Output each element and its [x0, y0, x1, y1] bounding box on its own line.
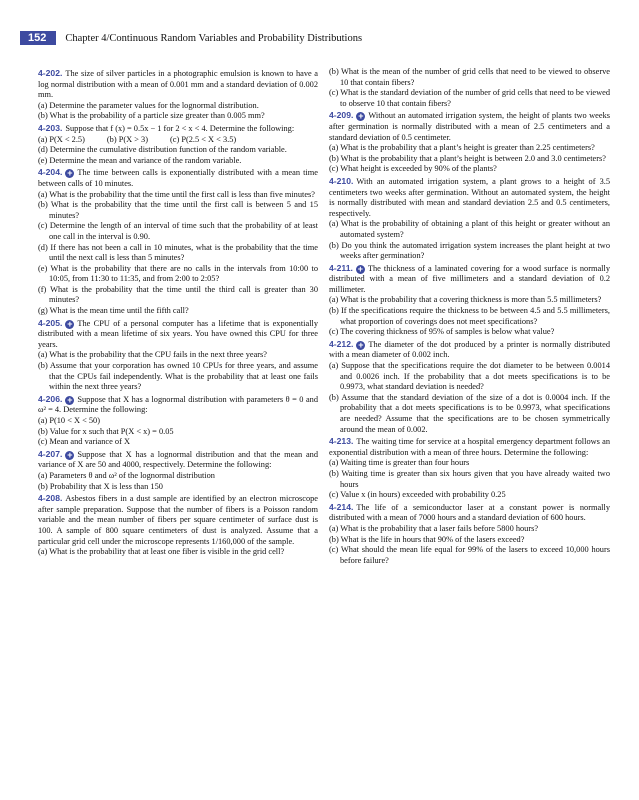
problem-statement	[38, 394, 318, 416]
plus-icon: +	[67, 449, 73, 460]
problem-block	[329, 110, 610, 175]
problem-part: (c) What is the standard deviation of the number of grid cells that need to be viewed to observe 10 that contain fibers?	[329, 88, 610, 108]
problem-part: (a) What is the probability that the time until the first call is less than five minutes?	[38, 189, 315, 199]
problem-statement	[38, 123, 318, 135]
problem-statement	[329, 110, 610, 143]
problem-part: (a) P(10 < X < 50)	[38, 416, 101, 425]
plus-icon: +	[67, 168, 73, 179]
problem-part: (b) Assume that your corporation has owned 10 CPUs for three years, and assume that the CPUs fail independently. What is the probability that at least one fails within the next three years?	[38, 361, 318, 392]
problem-part: (e) What is the probability that there are no calls in the intervals from 10:00 to 10:05, from 11:30 to 11:35, and from 2:00 to 2:05?	[38, 263, 318, 284]
problem-statement	[329, 436, 610, 458]
problem-block	[329, 436, 610, 501]
problem-part: (c) What should the mean life equal for 99% of the lasers to exceed 10,000 hours before failure?	[329, 545, 610, 565]
problem-part: (e) Determine the mean and variance of the random variable.	[38, 155, 242, 165]
problem-statement	[329, 502, 610, 524]
problem-text: Suppose that X has a lognormal distribution with parameters θ = 0 and ω² = 4. Determine the following:	[38, 394, 318, 415]
problem-part: (a) What is the probability of obtaining a plant of this height or greater without an automated system?	[329, 219, 610, 239]
problem-text: The diameter of the dot produced by a printer is normally distributed with a mean diameter of 0.002 inch.	[329, 339, 610, 360]
problem-text: Without an automated irrigation system, the height of plants two weeks after germination is normally distributed with a mean of 2.5 centimeters and a standard deviation of 0.5 centimeter.	[329, 111, 610, 142]
problem-statement	[38, 68, 318, 101]
problem-part: (c) Determine the length of an interval of time such that the probability of at least one call in the interval is 0.90.	[38, 221, 318, 241]
problem-part: (d) If there has not been a call in 10 minutes, what is the probability that the time until the next call is less than 5 minutes?	[38, 242, 318, 263]
problem-statement	[38, 318, 318, 351]
problem-statement	[38, 493, 318, 547]
page-header	[20, 31, 362, 45]
problem-number: 4-205.	[38, 317, 63, 328]
problem-part: (b) Do you think the automated irrigation system increases the plant height at two weeks after germination?	[329, 240, 610, 261]
plus-icon: +	[67, 394, 73, 405]
problem-number: 4-208.	[38, 493, 63, 504]
problem-text: Suppose that f (x) = 0.5x − 1 for 2 < x < 4. Determine the following:	[65, 123, 295, 133]
problem-number: 4-213.	[329, 436, 354, 447]
problem-number: 4-212.	[329, 338, 354, 349]
problem-part: (b) What is the mean of the number of grid cells that need to be viewed to observe 10 that contain fibers?	[329, 67, 610, 87]
problem-block	[329, 502, 610, 567]
problem-part: (a) What is the probability that the CPU fails in the next three years?	[38, 350, 268, 360]
problem-part: (a) Parameters θ and ω² of the lognormal distribution	[38, 470, 215, 480]
problem-block	[38, 167, 318, 316]
plus-icon: +	[357, 263, 364, 274]
plus-icon: +	[358, 111, 364, 122]
problem-text: The size of silver particles in a photographic emulsion is known to have a log normal distribution with a mean of 0.001 mm and a standard deviation of 0.002 mm.	[38, 69, 318, 100]
problem-number: 4-204.	[38, 167, 63, 178]
problem-part: (g) What is the mean time until the fifth call?	[38, 306, 189, 316]
problem-part: (b) What is the probability of a particle size greater than 0.005 mm?	[38, 111, 265, 121]
problem-text: The waiting time for service at a hospital emergency department follows an exponential distribution with a mean of three hours. Determine the following:	[329, 437, 610, 457]
problem-part: (a) What is the probability that a plant’s height is greater than 2.25 centimeters?	[329, 143, 595, 153]
problem-part: (b) What is the probability that the time until the first call is between 5 and 15 minutes?	[38, 200, 318, 220]
problem-number: 4-203.	[38, 122, 63, 133]
problem-text: The life of a semiconductor laser at a constant power is normally distributed with a mean of 7000 hours and a standard deviation of 600 hours.	[329, 502, 610, 523]
problem-part: (a) What is the probability that at least one fiber is visible in the grid cell?	[38, 547, 285, 557]
problem-number: 4-207.	[38, 448, 63, 459]
problem-part: (a) P(X < 2.5)	[38, 134, 85, 144]
page-number: 152	[20, 31, 56, 45]
problem-part: (d) Determine the cumulative distribution function of the random variable.	[38, 145, 287, 155]
problem-part: (b) P(X > 3)	[106, 134, 148, 144]
plus-icon: +	[67, 318, 73, 329]
problem-text: The CPU of a personal computer has a lifetime that is exponentially distributed with a mean lifetime of six years. You have owned this CPU for three years.	[38, 318, 318, 349]
problem-part: (c) Value x (in hours) exceeded with probability 0.25	[329, 490, 506, 500]
problem-statement	[38, 449, 318, 471]
problem-part: (b) What is the life in hours that 90% of the lasers exceed?	[329, 534, 525, 544]
problem-part-row	[38, 135, 318, 146]
problem-statement	[329, 339, 610, 361]
plus-icon: +	[358, 339, 364, 350]
problem-text: The thickness of a laminated covering for a wood surface is normally distributed with a mean of five millimeters and a standard deviation of 0.2 millimeter.	[329, 263, 610, 294]
problem-text: Suppose that X has a lognormal distribution and that the mean and variance of X are 50 and 4000, respectively. Determine the following:	[38, 449, 318, 470]
problem-statement	[329, 263, 610, 296]
problem-part: (a) What is the probability that a laser fails before 5800 hours?	[329, 523, 539, 533]
problem-number: 4-210.	[329, 175, 354, 186]
problem-part: (a) Waiting time is greater than four hours	[329, 458, 470, 468]
problem-block	[329, 263, 610, 338]
problem-block	[329, 339, 610, 435]
problem-text: The time between calls is exponentially distributed with a mean time between calls of 10 minutes.	[38, 168, 318, 188]
problem-text: Asbestos fibers in a dust sample are identified by an electron microscope after sample preparation. Suppose that the number of fibers is a Poisson random variable and the mean number of fibers per square centimeter of surface dust is 100. A sample of 800 square centimeters of dust is analyzed. Assume that a particular grid cell under the microscope represents 1/160,000 of the sample.	[38, 494, 318, 546]
problem-part: (c) The covering thickness of 95% of samples is below what value?	[329, 327, 555, 337]
problem-part: (b) What is the probability that a plant’s height is between 2.0 and 3.0 centimeters?	[329, 153, 606, 163]
problem-part: (c) Mean and variance of X	[38, 437, 130, 447]
problem-part: (b) Value for x such that P(X < x) = 0.05	[38, 426, 174, 436]
problem-block	[38, 68, 318, 122]
problem-block	[38, 449, 318, 492]
problem-block	[329, 176, 610, 262]
problem-block	[38, 123, 318, 166]
problem-block	[38, 493, 318, 558]
chapter-title: Chapter 4/Continuous Random Variables and Probability Distributions	[65, 32, 363, 44]
problem-statement	[38, 167, 318, 189]
problem-part: (c) What height is exceeded by 90% of the plants?	[329, 164, 497, 174]
left-column	[38, 67, 318, 558]
problem-block	[38, 394, 318, 448]
problem-number: 4-214.	[329, 501, 354, 512]
problem-number: 4-206.	[38, 393, 63, 404]
problem-part: (a) Determine the parameter values for the lognormal distribution.	[38, 100, 259, 110]
problem-part: (b) Waiting time is greater than six hours given that you have already waited two hours	[329, 468, 610, 489]
problem-part: (b) If the specifications require the thickness to be between 4.5 and 5.5 millimeters, what proportion of coverings does not meet specifications?	[329, 306, 610, 326]
problem-statement	[329, 176, 610, 219]
problem-part: (b) Assume that the standard deviation of the size of a dot is 0.0004 inch. If the probability that a dot meets specifications is to be 0.9973, what specifications are needed? Assume that the specifications are to be chosen symmetrically around the mean of 0.002.	[329, 392, 610, 434]
right-column	[329, 67, 610, 566]
problem-part: (a) What is the probability that a covering thickness is more than 5.5 millimeters?	[329, 295, 602, 305]
problem-block	[38, 318, 318, 393]
problem-part: (a) Suppose that the specifications require the dot diameter to be between 0.0014 and 0.0026 inch. If the probability that a dot meets specifications is to be 0.9973, what standard deviation is needed?	[329, 361, 610, 392]
problem-text: With an automated irrigation system, a plant grows to a height of 3.5 centimeters two weeks after germination. Without an automated system, the height is normally distributed with mean and standard deviation 2.5 and 0.5 centimeters, respectively.	[329, 176, 610, 218]
problem-part: (f) What is the probability that the time until the third call is greater than 30 minutes?	[38, 284, 318, 305]
problem-number: 4-209.	[329, 110, 354, 121]
problem-number: 4-211.	[329, 262, 353, 273]
problem-part: (c) P(2.5 < X < 3.5)	[169, 134, 237, 144]
problem-number: 4-202.	[38, 68, 63, 78]
problem-block	[329, 67, 610, 109]
problem-part: (b) Probability that X is less than 150	[38, 481, 163, 491]
